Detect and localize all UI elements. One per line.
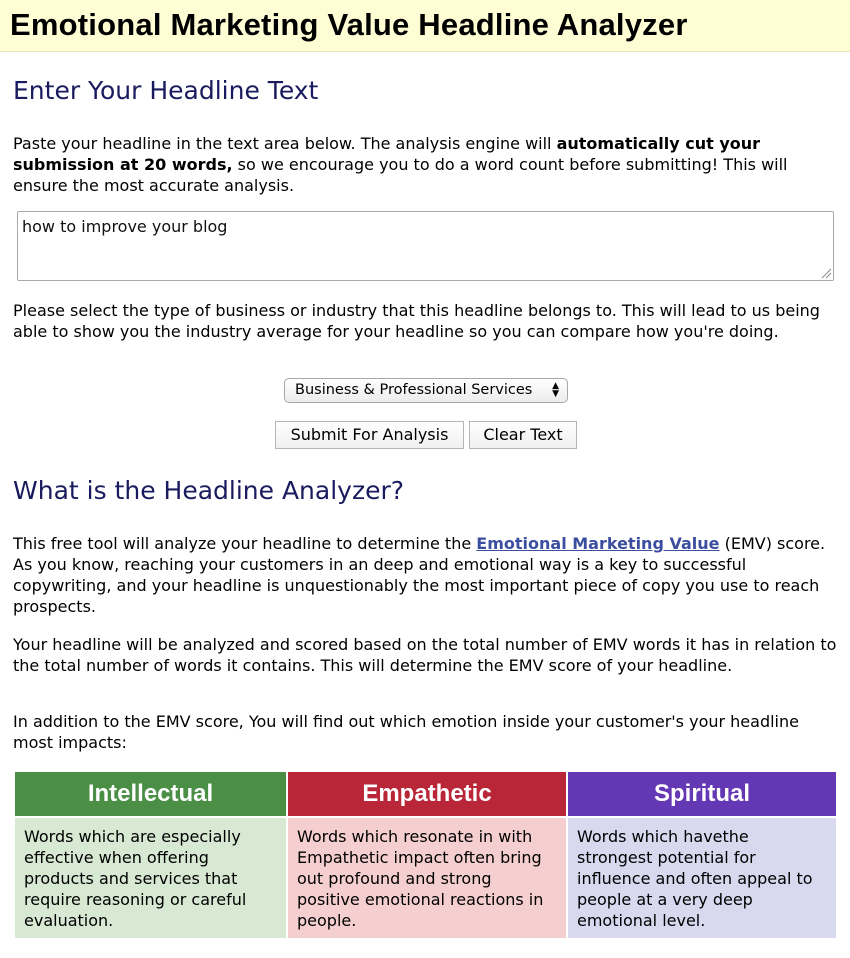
page-title: Emotional Marketing Value Headline Analyzer [10, 7, 688, 42]
about-analyzer-heading: What is the Headline Analyzer? [13, 476, 405, 505]
clear-text-button[interactable]: Clear Text [469, 421, 577, 449]
enter-headline-heading: Enter Your Headline Text [13, 76, 319, 105]
industry-prompt-text: Please select the type of business or industry that this headline belongs to. This will lead to us being able to show you the industry average for your headline so you can compare how you're doing. [13, 301, 820, 341]
emotion-table [13, 772, 839, 938]
spiritual-header: Spiritual [568, 772, 836, 816]
updown-arrows-icon: ▲ ▼ [552, 381, 559, 399]
headline-input[interactable] [17, 211, 834, 281]
about-paragraph-3: In addition to the EMV score, You will find out which emotion inside your customer's your headline most impacts: [13, 712, 799, 752]
resize-grip-icon[interactable] [820, 267, 832, 279]
enter-intro-text: Paste your headline in the text area below. The analysis engine will automatically cut your submission at 20 words, so we encourage you to do a word count before submitting! This will ensure the most accurate analysis. [13, 134, 788, 195]
emv-link[interactable]: Emotional Marketing Value [476, 534, 720, 553]
empathetic-description: Words which resonate in with Empathetic impact often bring out profound and strong positive emotional reactions in people. [288, 818, 566, 938]
empathetic-header: Empathetic [288, 772, 566, 816]
intellectual-description: Words which are especially effective when offering products and services that require reasoning or careful evaluation. [15, 818, 286, 938]
about-paragraph-1: This free tool will analyze your headline to determine the Emotional Marketing Value (EMV) score. As you know, reaching your customers in an deep and emotional way is a key to successful copywriting, and your headline is unquestionably the most important piece of copy you use to reach prospects. [13, 534, 826, 616]
submit-analysis-button[interactable]: Submit For Analysis [275, 421, 464, 449]
title-banner [0, 0, 850, 52]
intellectual-header: Intellectual [15, 772, 286, 816]
about-paragraph-2: Your headline will be analyzed and scored based on the total number of EMV words it has in relation to the total number of words it contains. This will determine the EMV score of your headline. [13, 635, 837, 675]
spiritual-description: Words which havethe strongest potential for influence and often appeal to people at a very deep emotional level. [568, 818, 836, 938]
industry-selected-value: Business & Professional Services [295, 382, 533, 398]
industry-select[interactable] [284, 378, 568, 403]
